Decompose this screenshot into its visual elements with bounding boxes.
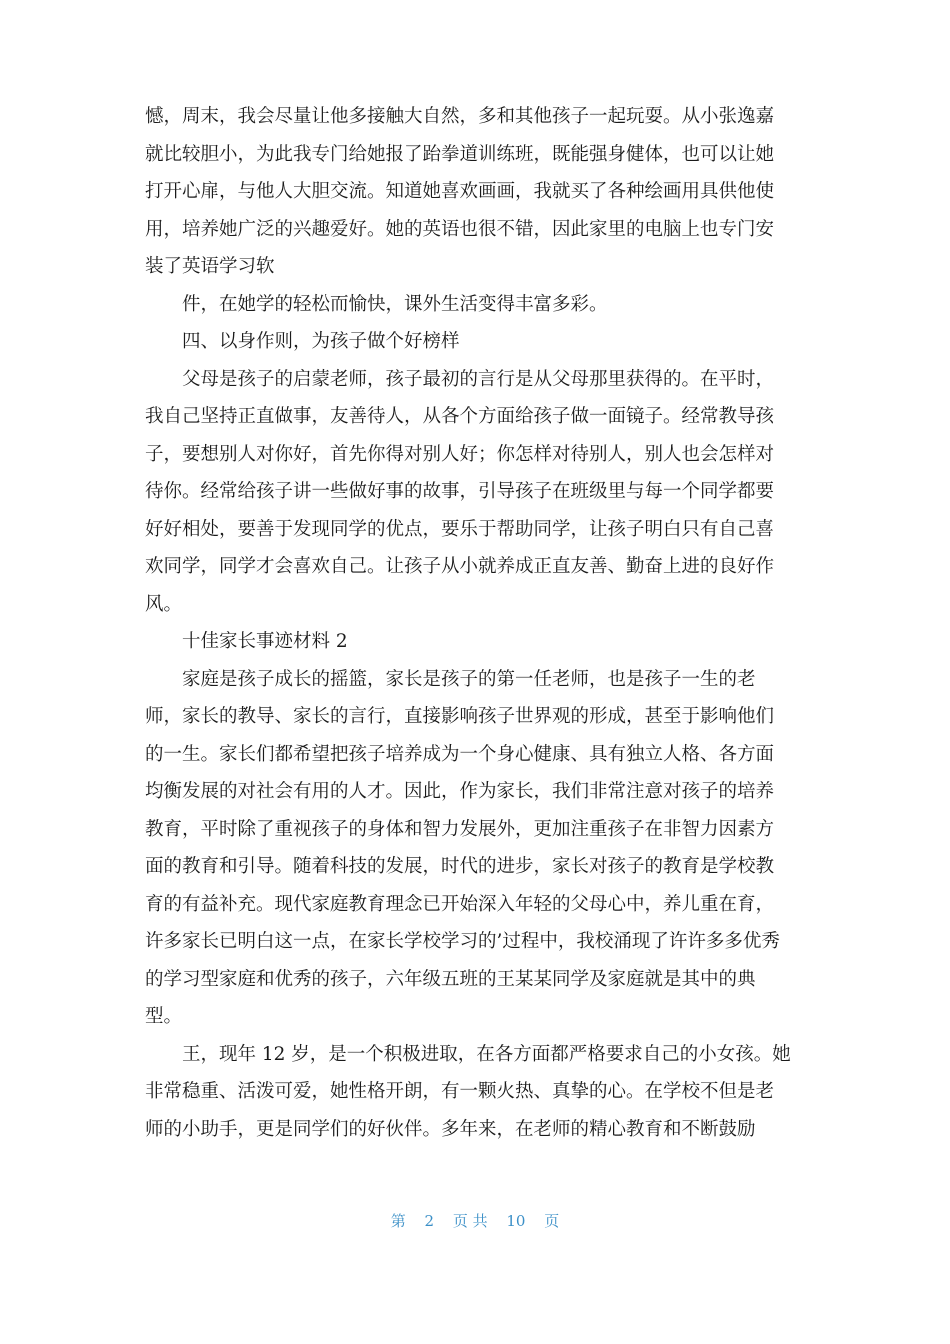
article-title: 十佳家长事迹材料 2 — [182, 631, 348, 652]
footer-page-current: 2 — [424, 1212, 435, 1230]
text-line: 装了英语学习软 — [145, 256, 275, 277]
text-line: 我自己坚持正直做事，友善待人，从各个方面给孩子做一面镜子。经常教导孩 — [145, 406, 775, 427]
text-line: 憾，周末，我会尽量让他多接触大自然，多和其他孩子一起玩耍。从小张逸嘉 — [145, 106, 775, 127]
document-body — [145, 98, 810, 1148]
text-line: 就比较胆小，为此我专门给她报了跆拳道训练班，既能强身健体，也可以让她 — [145, 143, 775, 165]
page-footer — [0, 1210, 950, 1231]
text-line: 欢同学，同学才会喜欢自己。让孩子从小就养成正直友善、勤奋上进的良好作 — [145, 556, 775, 577]
text-line: 的一生。家长们都希望把孩子培养成为一个身心健康、具有独立人格、各方面 — [145, 743, 775, 765]
paragraph-start: 王，现年 12 岁，是一个积极进取，在各方面都严格要求自己的小女孩。她 — [182, 1043, 791, 1065]
text-line: 子，要想别人对你好，首先你得对别人好；你怎样对待别人，别人也会怎样对 — [145, 443, 775, 465]
footer-label-di: 第 — [390, 1212, 406, 1230]
text-line: 教育，平时除了重视孩子的身体和智力发展外，更加注重孩子在非智力因素方 — [145, 818, 775, 840]
text-line: 非常稳重、活泼可爱，她性格开朗，有一颗火热、真挚的心。在学校不但是老 — [145, 1081, 775, 1102]
paragraph-start: 家庭是孩子成长的摇篮，家长是孩子的第一任老师，也是孩子一生的老 — [182, 668, 756, 690]
text-line: 均衡发展的对社会有用的人才。因此，作为家长，我们非常注意对孩子的培养 — [145, 781, 775, 802]
text-line: 师，家长的教导、家长的言行，直接影响孩子世界观的形成，甚至于影响他们 — [145, 706, 775, 727]
text-line: 育的有益补充。现代家庭教育理念已开始深入年轻的父母心中，养儿重在育， — [145, 893, 775, 915]
text-line: 用，培养她广泛的兴趣爱好。她的英语也很不错，因此家里的电脑上也专门安 — [145, 218, 775, 240]
text-line: 的学习型家庭和优秀的孩子，六年级五班的王某某同学及家庭就是其中的典 — [145, 968, 756, 990]
text-line: 打开心扉，与他人大胆交流。知道她喜欢画画，我就买了各种绘画用具供他使 — [145, 181, 775, 202]
text-line: 风。 — [145, 593, 183, 615]
footer-label-ye: 页 — [544, 1212, 560, 1230]
text-line: 型。 — [145, 1006, 183, 1027]
paragraph-start: 父母是孩子的启蒙老师，孩子最初的言行是从父母那里获得的。在平时， — [182, 368, 775, 390]
text-line: 待你。经常给孩子讲一些做好事的故事，引导孩子在班级里与每一个同学都要 — [145, 481, 775, 502]
text-line: 件，在她学的轻松而愉快，课外生活变得丰富多彩。 — [182, 293, 608, 315]
footer-page-total: 10 — [506, 1212, 526, 1230]
text-line: 许多家长已明白这一点，在家长学校学习的’过程中，我校涌现了许许多多优秀 — [145, 931, 780, 952]
text-line: 面的教育和引导。随着科技的发展，时代的进步，家长对孩子的教育是学校教 — [145, 856, 775, 877]
text-line: 师的小助手，更是同学们的好伙伴。多年来，在老师的精心教育和不断鼓励 — [145, 1118, 756, 1140]
text-line: 好好相处，要善于发现同学的优点，要乐于帮助同学，让孩子明白只有自己喜 — [145, 518, 775, 540]
section-heading: 四、以身作则，为孩子做个好榜样 — [182, 331, 460, 352]
footer-label-ye-gong: 页 共 — [452, 1212, 488, 1230]
